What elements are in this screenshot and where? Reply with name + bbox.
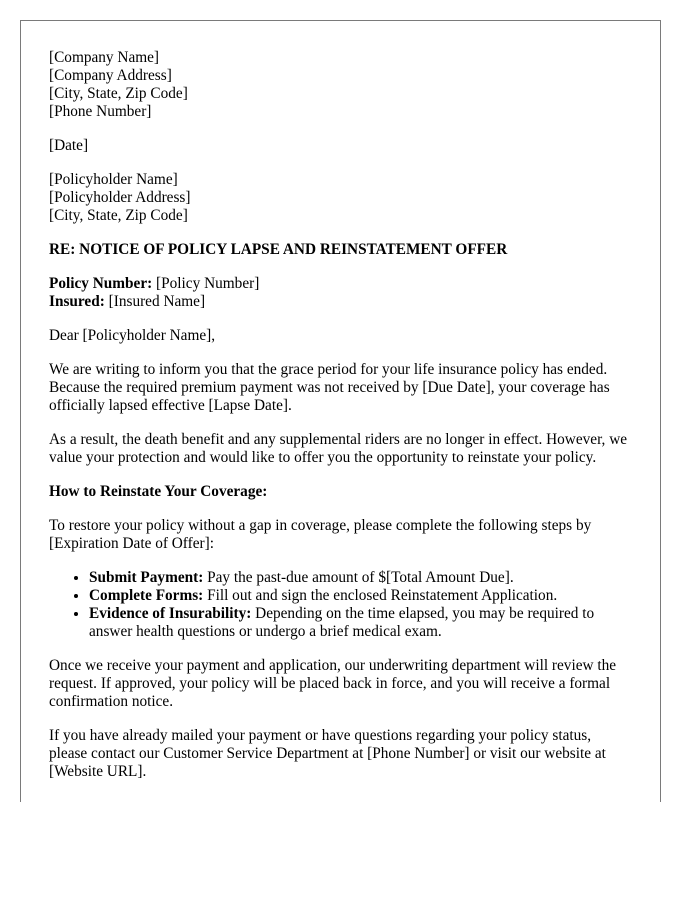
- sender-phone: [Phone Number]: [49, 103, 152, 120]
- sender-company-name: [Company Name]: [49, 49, 160, 66]
- paragraph-contact: If you have already mailed your payment or have questions regarding your policy status, please contact our Customer Service Department at [Phone Number] or visit our website at [Website URL].: [49, 727, 606, 780]
- salutation: Dear [Policyholder Name],: [49, 327, 216, 344]
- step-text: Pay the past-due amount of $[Total Amount Due].: [203, 569, 514, 586]
- paragraph-benefit-status: As a result, the death benefit and any supplemental riders are no longer in effect. However, we value your protection and would like to offer you the opportunity to reinstate your policy.: [49, 431, 628, 466]
- recipient-address: [Policyholder Address]: [49, 189, 191, 206]
- insured-row: [49, 293, 632, 311]
- letter-page: [20, 20, 661, 802]
- paragraph-grace-period: We are writing to inform you that the grace period for your life insurance policy has ended. Because the required premium payment was not received by [Due Date], your coverage has officially lapsed effective [Lapse Date].: [49, 361, 610, 414]
- step-label: Complete Forms:: [89, 587, 204, 604]
- reinstatement-steps-list: [49, 569, 632, 641]
- step-label: Submit Payment:: [89, 569, 204, 586]
- sender-city-state-zip: [City, State, Zip Code]: [49, 85, 188, 102]
- step-label: Evidence of Insurability:: [89, 605, 252, 622]
- policy-number-row: [49, 275, 632, 293]
- subject-line: RE: NOTICE OF POLICY LAPSE AND REINSTATEMENT OFFER: [49, 241, 508, 258]
- list-item: [89, 569, 632, 587]
- recipient-name: [Policyholder Name]: [49, 171, 178, 188]
- insured-value: [Insured Name]: [104, 293, 206, 310]
- insured-label: Insured:: [49, 293, 105, 310]
- letter-date: [Date]: [49, 137, 89, 154]
- recipient-city-state-zip: [City, State, Zip Code]: [49, 207, 188, 224]
- reinstate-heading: How to Reinstate Your Coverage:: [49, 483, 268, 500]
- paragraph-steps-intro: To restore your policy without a gap in coverage, please complete the following steps by [Expiration Date of Offer]:: [49, 517, 592, 552]
- list-item: [89, 587, 632, 605]
- sender-address-block: [49, 49, 632, 121]
- sender-company-address: [Company Address]: [49, 67, 172, 84]
- paragraph-underwriting: Once we receive your payment and application, our underwriting department will review the request. If approved, your policy will be placed back in force, and you will receive a formal confirmation notice.: [49, 657, 617, 710]
- step-text: Depending on the time elapsed, you may be required to answer health questions or undergo a brief medical exam.: [89, 605, 595, 640]
- step-text: Fill out and sign the enclosed Reinstatement Application.: [203, 587, 558, 604]
- policy-info: [49, 275, 632, 311]
- recipient-address-block: [49, 171, 632, 225]
- policy-number-label: Policy Number:: [49, 275, 153, 292]
- policy-number-value: [Policy Number]: [152, 275, 260, 292]
- list-item: [89, 605, 632, 641]
